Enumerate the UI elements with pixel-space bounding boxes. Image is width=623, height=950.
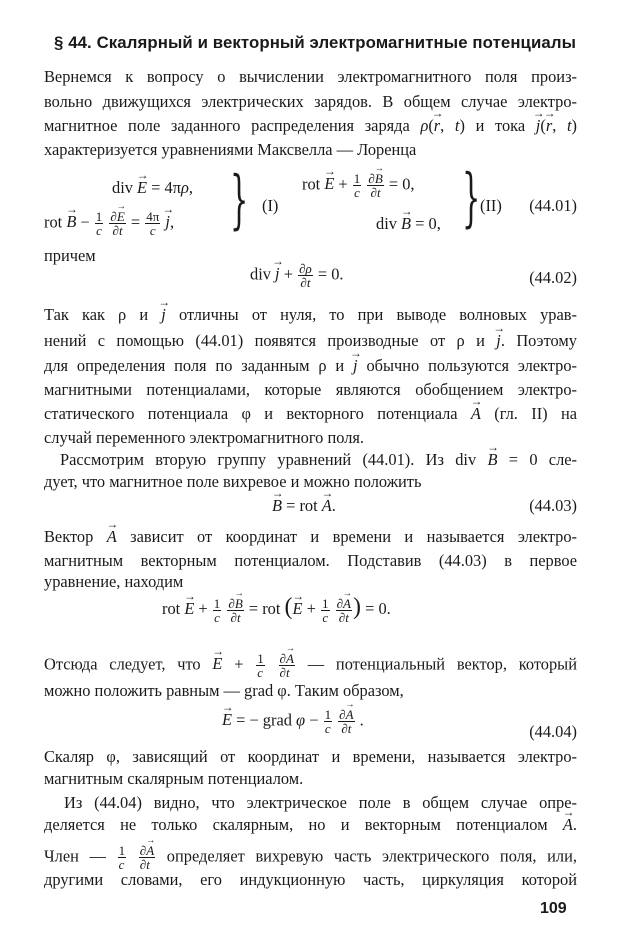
equation-rot-e: rot → E + $\frac{1}{c}$ $\frac{\partial\to B}{\partial t}$ = 0, — [302, 172, 415, 199]
text-line: статического потенциала φ и векторного потенциала → A (гл. II) на — [44, 404, 577, 424]
text-line: Рассмотрим вторую группу уравнений (44.01). Из div → B = 0 сле- — [44, 450, 577, 470]
tag-one: (I) — [262, 196, 279, 215]
text-line: Член — $\frac{1}{c}$ $\frac{\partial\to A}{\partial t}$ определяет вихревую часть электрического поля, или, — [44, 844, 577, 871]
text-line: Отсюда следует, что → E + $\frac{1}{c}$ $\frac{\partial\to A}{\partial t}$ — потенциальный вектор, который — [44, 652, 577, 679]
tag-two: (II) — [480, 196, 502, 215]
text-line: причем — [44, 246, 96, 265]
text-line: нений с помощью (44.01) появятся производные от ρ и → j. Поэтому — [44, 331, 577, 351]
brace-right: } — [462, 161, 481, 235]
equation-number: (44.04) — [529, 722, 577, 741]
brace-right: } — [230, 163, 249, 237]
text-line: уравнение, находим — [44, 572, 184, 591]
text-line: Скаляр φ, зависящий от координат и времени, называется электро- — [44, 747, 577, 766]
text-line: характеризуется уравнениями Максвелла — Лоренца — [44, 140, 417, 159]
page-number: 109 — [540, 900, 567, 917]
section-heading: § 44. Скалярный и векторный электромагнитные потенциалы — [54, 33, 577, 52]
equation-number: (44.02) — [529, 268, 577, 287]
equation-number: (44.03) — [529, 496, 577, 515]
equation-b-rot-a: → B = rot → A. — [272, 496, 336, 516]
equation-div-b: div → B = 0, — [376, 214, 441, 234]
text-line: магнитным скалярным потенциалом. — [44, 769, 304, 788]
equation-div-e: div → E = 4πρ, — [112, 178, 193, 198]
text-line: Так как ρ и → j отличны от нуля, то при выводе волновых урав- — [44, 305, 577, 325]
text-line: Из (44.04) видно, что электрическое поле в общем случае опре- — [64, 793, 577, 812]
text-line: для определения поля по заданным ρ и → j обычно пользуются электро- — [44, 356, 577, 376]
text-line: деляется не только скалярным, но и векторным потенциалом → A. — [44, 815, 577, 835]
text-line: другими словами, его индукционную часть, циркуляция которой — [44, 870, 577, 889]
text-line: дует, что магнитное поле вихревое и можно положить — [44, 472, 422, 491]
text-line: магнитным векторным потенциалом. Подставив (44.03) в первое — [44, 551, 577, 570]
text-line: Вернемся к вопросу о вычислении электромагнитного поля произ- — [44, 67, 577, 86]
equation-rot-b: rot → B − $\frac{1}{c}$ $\frac{\partial\to E}{\partial t}$ = $\frac{4\pi}{c}$ → j, — [44, 210, 174, 237]
text-line: магнитными потенциалами, которые являются обобщением электро- — [44, 380, 577, 399]
equation-continuity: div → j + $\frac{\partial\rho}{\partial t}$ = 0. — [250, 262, 343, 289]
text-line: можно положить равным — grad φ. Таким образом, — [44, 681, 404, 700]
text-line: вольно движущихся электрических зарядов. В общем случае электро- — [44, 92, 577, 111]
text-line: случай переменного электромагнитного поля. — [44, 428, 365, 447]
equation-number: (44.01) — [529, 196, 577, 215]
equation-e-grad: → E = − grad φ − $\frac{1}{c}$ $\frac{\partial\to A}{\partial t}$ . — [222, 708, 364, 735]
equation-rot-sum: rot → E + $\frac{1}{c}$ $\frac{\partial\to B}{\partial t}$ = rot (→ E + $\frac{1}{c}$ $\frac{\partial\to A}{\partial t}$ ) = 0. — [162, 594, 391, 624]
text-line: Вектор → A зависит от координат и времени и называется электро- — [44, 527, 577, 547]
text-line: магнитное поле заданного распределения заряда ρ(→ r, t) и тока → j(→ r, t) — [44, 116, 577, 136]
